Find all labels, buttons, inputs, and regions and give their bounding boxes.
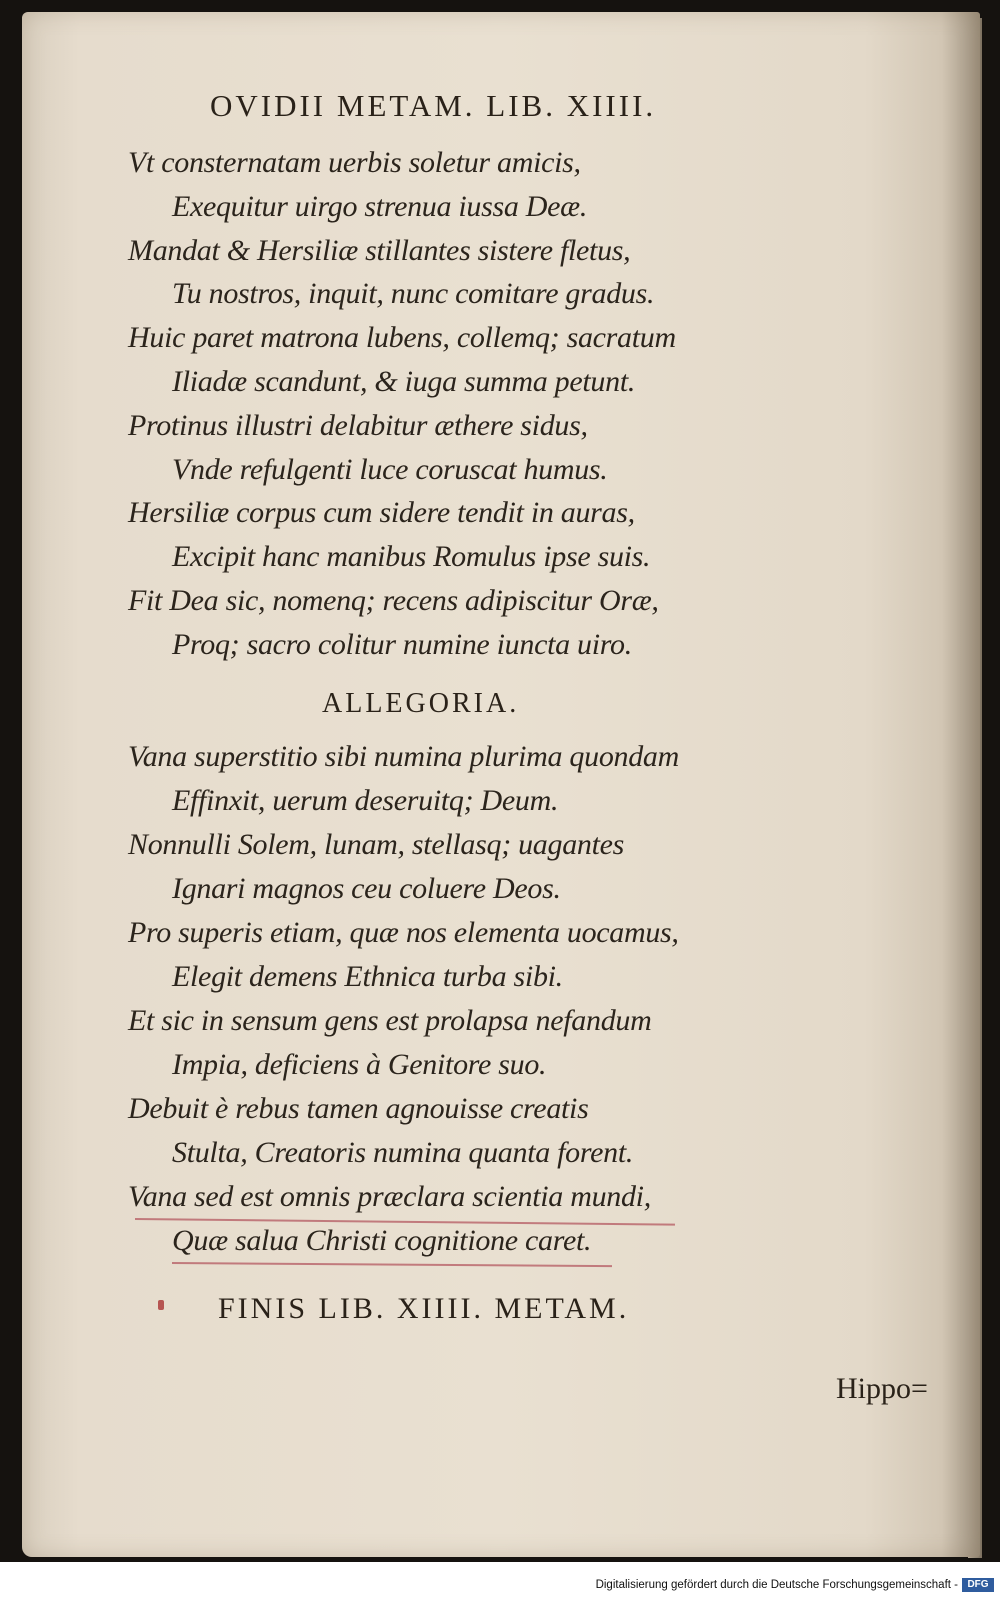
verse-line: Effinxit, uerum deseruitq; Deum.: [172, 784, 559, 817]
verse-line: Quæ salua Christi cognitione caret.: [172, 1224, 592, 1257]
verse-line: Iliadæ scandunt, & iuga summa petunt.: [172, 365, 636, 398]
finis-line: FINIS LIB. XIIII. METAM.: [218, 1292, 630, 1325]
verse-line: Vnde refulgenti luce coruscat humus.: [172, 452, 608, 486]
verse-line: Huic paret matrona lubens, collemq; sacratum: [128, 321, 676, 355]
verse-line: Protinus illustri delabitur æthere sidus,: [128, 408, 588, 442]
verse-line: Hersiliæ corpus cum sidere tendit in auras,: [128, 496, 635, 530]
verse-line: Mandat & Hersiliæ stillantes sistere fletus,: [128, 233, 631, 267]
verse-line: Impia, deficiens à Genitore suo.: [172, 1048, 547, 1081]
verse-line: Ignari magnos ceu coluere Deos.: [172, 872, 561, 905]
running-header: OVIDII METAM. LIB. XIIII.: [210, 88, 657, 123]
verse-line: Nonnulli Solem, lunam, stellasq; uagantes: [128, 828, 625, 861]
verse-line: Vana superstitio sibi numina plurima quondam: [128, 740, 679, 773]
verse-line: Elegit demens Ethnica turba sibi.: [172, 960, 563, 993]
verse-line: Fit Dea sic, nomenq; recens adipiscitur Oræ,: [128, 584, 659, 617]
verse-line: Exequitur uirgo strenua iussa Deæ.: [172, 189, 588, 223]
verse-line: Vana sed est omnis præclara scientia mundi,: [128, 1180, 651, 1213]
footer-credit: Digitalisierung gefördert durch die Deutsche Forschungsgemeinschaft -: [595, 1579, 958, 1591]
red-mark: [158, 1300, 164, 1310]
verse-line: Excipit hanc manibus Romulus ipse suis.: [172, 540, 651, 574]
allegoria-heading: ALLEGORIA.: [322, 688, 520, 719]
verse-line: Pro superis etiam, quæ nos elementa uocamus,: [128, 916, 679, 949]
verse-line: Debuit è rebus tamen agnouisse creatis: [128, 1092, 589, 1125]
footer-bar: [0, 1574, 1000, 1601]
verse-line: Et sic in sensum gens est prolapsa nefandum: [128, 1004, 652, 1037]
verse-line: Proq; sacro colitur numine iuncta uiro.: [172, 627, 632, 661]
verse-line: Vt consternatam uerbis soletur amicis,: [128, 146, 581, 179]
verse-line: Stulta, Creatoris numina quanta forent.: [172, 1136, 634, 1169]
dfg-logo: DFG: [962, 1578, 994, 1592]
verse-line: Tu nostros, inquit, nunc comitare gradus.: [172, 277, 655, 311]
catchword: Hippo=: [836, 1372, 928, 1405]
